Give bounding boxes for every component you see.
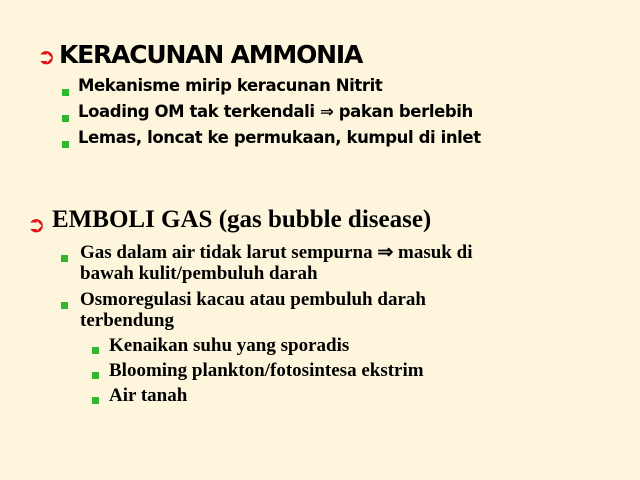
list-item: Loading OM tak terkendali ⇒ pakan berlebih [78, 102, 473, 121]
bullet-square-icon [62, 89, 69, 96]
bullet-square-icon [92, 347, 99, 354]
sub-list-item: Kenaikan suhu yang sporadis [109, 335, 350, 356]
bullet-square-icon [61, 255, 68, 262]
list-item: Lemas, loncat ke permukaan, kumpul di inlet [78, 128, 481, 147]
bullet-square-icon [92, 397, 99, 404]
right-arrow-circle-icon: ➲ [37, 45, 56, 70]
bullet-square-icon [62, 141, 69, 148]
bullet-square-icon [62, 115, 69, 122]
list-item-continuation: terbendung [80, 310, 174, 331]
bullet-square-icon [92, 372, 99, 379]
bullet-square-icon [61, 302, 68, 309]
list-item: Osmoregulasi kacau atau pembuluh darah [80, 289, 426, 310]
sub-list-item: Blooming plankton/fotosintesa ekstrim [109, 360, 424, 381]
heading-keracunan-ammonia: KERACUNAN AMMONIA [59, 40, 363, 69]
sub-list-item: Air tanah [109, 385, 188, 406]
list-item-continuation: bawah kulit/pembuluh darah [80, 263, 318, 284]
right-arrow-circle-icon: ➲ [27, 213, 46, 238]
list-item: Mekanisme mirip keracunan Nitrit [78, 76, 383, 95]
heading-emboli-gas: EMBOLI GAS (gas bubble disease) [52, 206, 432, 233]
list-item: Gas dalam air tidak larut sempurna ⇒ masuk di [80, 242, 473, 263]
